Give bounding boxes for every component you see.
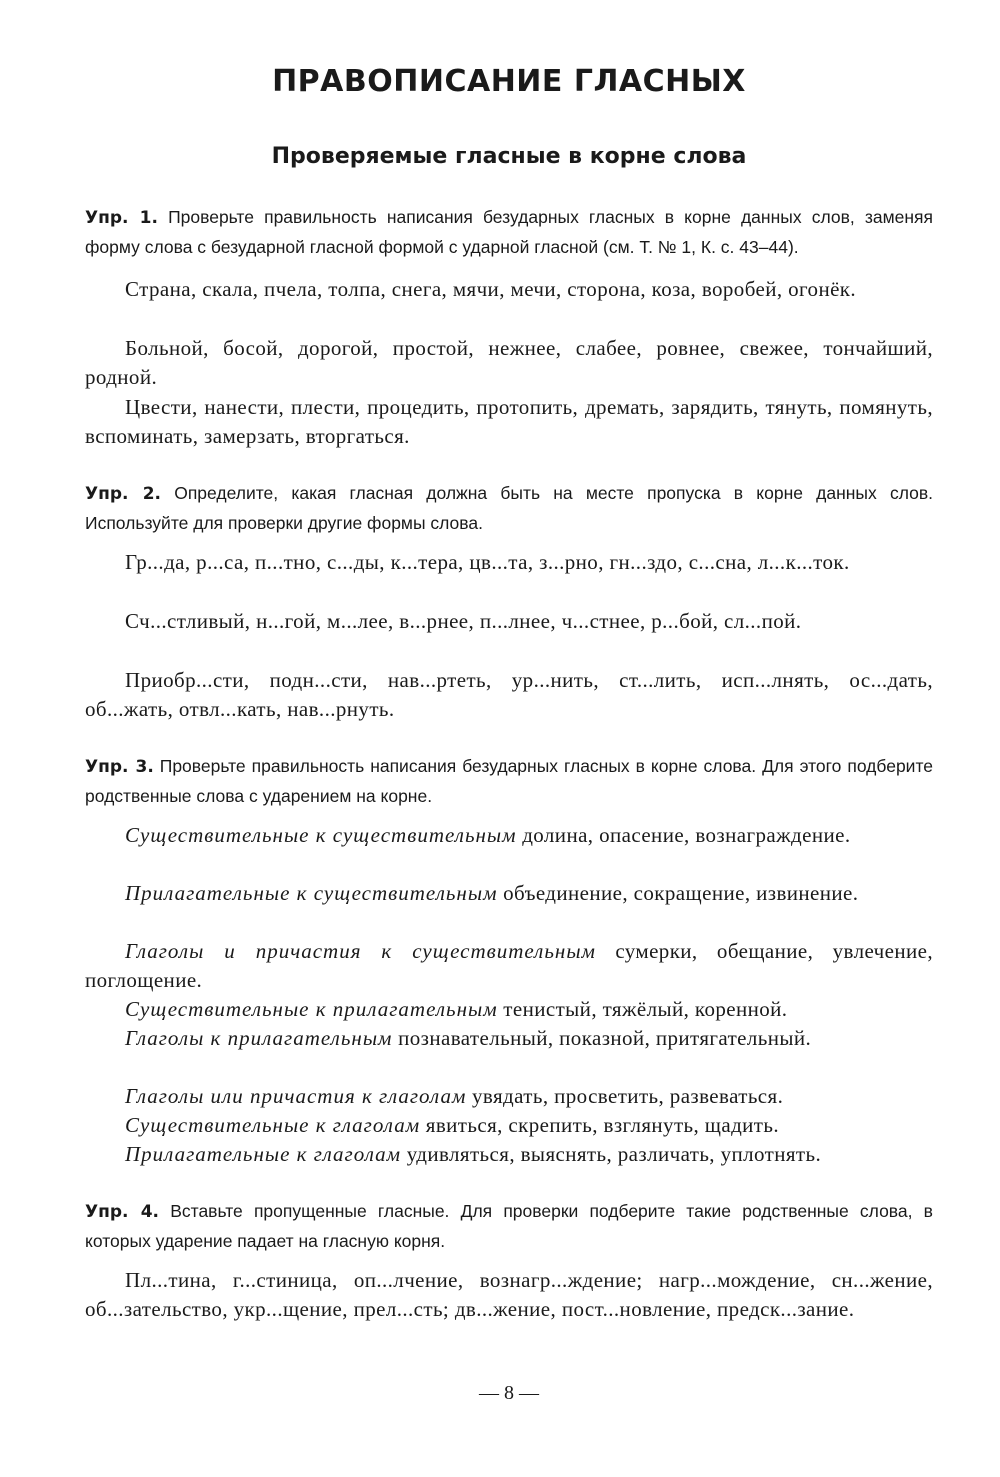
exercise-4-instruction: Вставьте пропущенные гласные. Для проверки подберите такие родственные слова, в которых ударение падает на гласную корня. — [85, 1201, 933, 1251]
exercise-4-paragraph: Пл...тина, г...стиница, оп...лчение, вознагр...ждение; нагр...мождение, сн...жение, об...зательство, укр...щение, прел...сть; дв...жение, пост...новление, предск...зание. — [85, 1268, 933, 1321]
exercise-2-label: Упр. 2. — [85, 484, 162, 504]
exercise-3-row — [85, 1082, 933, 1111]
exercise-3-category: Существительные к прилагательным — [125, 997, 498, 1021]
exercise-3-row — [85, 1140, 933, 1169]
exercise-3-category: Глаголы к прилагательным — [125, 1026, 393, 1050]
exercise-3-words: удивляться, выяснять, различать, уплотнять. — [406, 1142, 822, 1166]
exercise-3-instruction: Проверьте правильность написания безударных гласных в корне слова. Для этого подберите родственные слова с ударением на корне. — [85, 756, 934, 806]
exercise-3-category: Прилагательные к глаголам — [125, 1142, 402, 1166]
exercise-3-words: явиться, скрепить, взглянуть, щадить. — [425, 1113, 780, 1137]
exercise-3-words: сумерки, обещание, увлечение, поглощение. — [85, 939, 934, 992]
exercise-1-paragraph: Страна, скала, пчела, толпа, снега, мячи, мечи, сторона, коза, воробей, огонёк. — [125, 277, 857, 301]
exercise-3-row — [85, 995, 933, 1024]
exercise-3-category: Прилагательные к существительным — [125, 881, 498, 905]
exercise-1-instruction: Проверьте правильность написания безударных гласных в корне данных слов, заменяя форму слова с безударной гласной формой с ударной гласной (см. Т. № 1, К. с. 43–44). — [85, 207, 933, 257]
exercise-1-label: Упр. 1. — [85, 208, 158, 228]
exercise-3-row — [85, 821, 933, 850]
exercise-4-task — [85, 1197, 933, 1256]
exercise-2-instruction: Определите, какая гласная должна быть на месте пропуска в корне данных слов. Используйте для проверки другие формы слова. — [85, 483, 933, 533]
exercise-3-category: Существительные к существительным — [125, 823, 517, 847]
exercise-3-category: Глаголы или причастия к глаголам — [125, 1084, 467, 1108]
exercise-3-row — [85, 879, 933, 908]
exercise-3-words: увядать, просветить, развеваться. — [472, 1084, 784, 1108]
exercise-4-label: Упр. 4. — [85, 1202, 160, 1222]
exercise-1-paragraph: Больной, босой, дорогой, простой, нежнее, слабее, ровнее, свежее, тончайший, родной. — [85, 336, 933, 389]
exercise-3-words: объединение, сокращение, извинение. — [503, 881, 859, 905]
exercise-2-paragraph: Сч...стливый, н...гой, м...лее, в...рнее, п...лнее, ч...стнее, р...бой, сл...пой. — [125, 609, 802, 633]
exercise-3-task — [85, 752, 933, 811]
exercise-2-paragraph: Приобр...сти, подн...сти, нав...ртеть, ур...нить, ст...лить, исп...лнять, ос...дать, об...жать, отвл...кать, нав...рнуть. — [85, 668, 933, 721]
exercise-3-words: познавательный, показной, притягательный. — [398, 1026, 812, 1050]
page-number: — 8 — — [479, 1382, 539, 1404]
exercise-2-task — [85, 479, 933, 538]
exercise-3-label: Упр. 3. — [85, 757, 154, 777]
exercise-3-row — [85, 1024, 933, 1053]
exercise-3-words: тенистый, тяжёлый, коренной. — [503, 997, 788, 1021]
section-subtitle: Проверяемые гласные в корне слова — [271, 144, 747, 169]
exercise-1-paragraph: Цвести, нанести, плести, процедить, протопить, дремать, зарядить, тянуть, помянуть, вспоминать, замерзать, вторгаться. — [85, 395, 933, 448]
exercise-3-row — [85, 1111, 933, 1140]
exercise-3-words: долина, опасение, вознаграждение. — [522, 823, 851, 847]
exercise-1-task — [85, 203, 933, 262]
page-title: ПРАВОПИСАНИЕ ГЛАСНЫХ — [272, 64, 746, 99]
exercise-3-category: Глаголы и причастия к существительным — [125, 939, 596, 963]
exercise-3-row — [85, 937, 933, 995]
exercise-3-category: Существительные к глаголам — [125, 1113, 421, 1137]
exercise-2-paragraph: Гр...да, р...са, п...тно, с...ды, к...тера, цв...та, з...рно, гн...здо, с...сна, л...к...ток. — [125, 550, 850, 574]
